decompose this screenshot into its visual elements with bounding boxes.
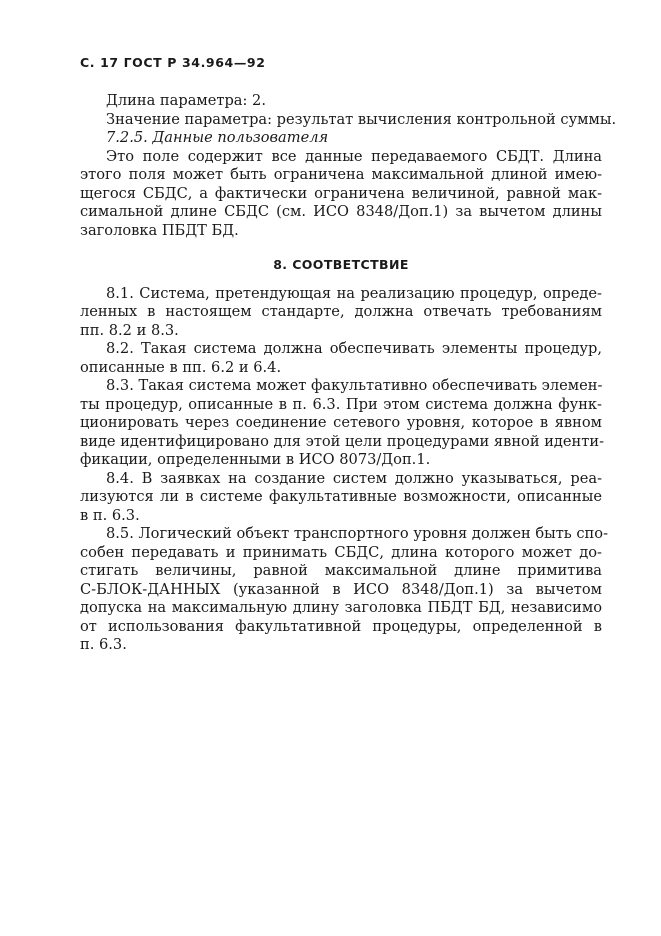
text-line: фикации, определенными в ИСО 8073/Доп.1.	[80, 451, 431, 468]
text-line: от использования факультативной процедуры, определенной в	[80, 617, 602, 635]
text-line: 8.1. Система, претендующая на реализацию процедур, опреде-	[106, 284, 602, 302]
page-header: С. 17 ГОСТ Р 34.964—92	[80, 55, 266, 70]
text-line: ты процедур, описанные в п. 6.3. При этом система должна функ-	[80, 395, 602, 413]
text-line: 8.5. Логический объект транспортного уровня должен быть спо-	[106, 525, 609, 542]
text-line: щегося СБДС, а фактически ограничена величиной, равной мак-	[80, 184, 602, 202]
text-line: Длина параметра: 2.	[106, 92, 266, 109]
text-line: заголовка ПБДТ БД.	[80, 221, 239, 239]
text-line: симальной длине СБДС (см. ИСО 8348/Доп.1) за вычетом длины	[80, 203, 602, 220]
text-line: ленных в настоящем стандарте, должна отвечать требованиям	[80, 303, 602, 320]
text-line: 8.2. Такая система должна обеспечивать элементы процедур,	[106, 340, 602, 357]
text-line: в п. 6.3.	[80, 506, 140, 524]
document-body	[80, 92, 617, 655]
text-line: собен передавать и принимать СБДС, длина которого может до-	[80, 543, 602, 561]
text-line: стигать величины, равной максимальной длине примитива	[80, 562, 602, 579]
text-line: Значение параметра: результат вычисления контрольной суммы.	[106, 110, 617, 128]
text-line: лизуются ли в системе факультативные возможности, описанные	[80, 488, 602, 505]
text-line: п. 6.3.	[80, 636, 127, 653]
text-line: Это поле содержит все данные передаваемого СБДТ. Длина	[106, 147, 602, 165]
section-title: 8. СООТВЕТСТВИЕ	[273, 257, 409, 272]
text-line: этого поля может быть ограничена максимальной длиной имею-	[80, 166, 602, 183]
subsection-heading: 7.2.5. Данные пользователя	[106, 129, 329, 146]
text-line: виде идентифицировано для этой цели процедурами явной иденти-	[80, 432, 605, 450]
text-line: описанные в пп. 6.2 и 6.4.	[80, 358, 282, 376]
text-line: С-БЛОК-ДАННЫХ (указанной в ИСО 8348/Доп.1) за вычетом	[80, 580, 602, 598]
text-line: допуска на максимальную длину заголовка ПБДТ БД, независимо	[80, 599, 602, 616]
text-line: пп. 8.2 и 8.3.	[80, 321, 179, 339]
text-line: 8.3. Такая система может факультативно обеспечивать элемен-	[106, 377, 603, 394]
text-line: ционировать через соединение сетевого уровня, которое в явном	[80, 414, 602, 431]
text-line: 8.4. В заявках на создание систем должно указываться, реа-	[106, 469, 602, 487]
